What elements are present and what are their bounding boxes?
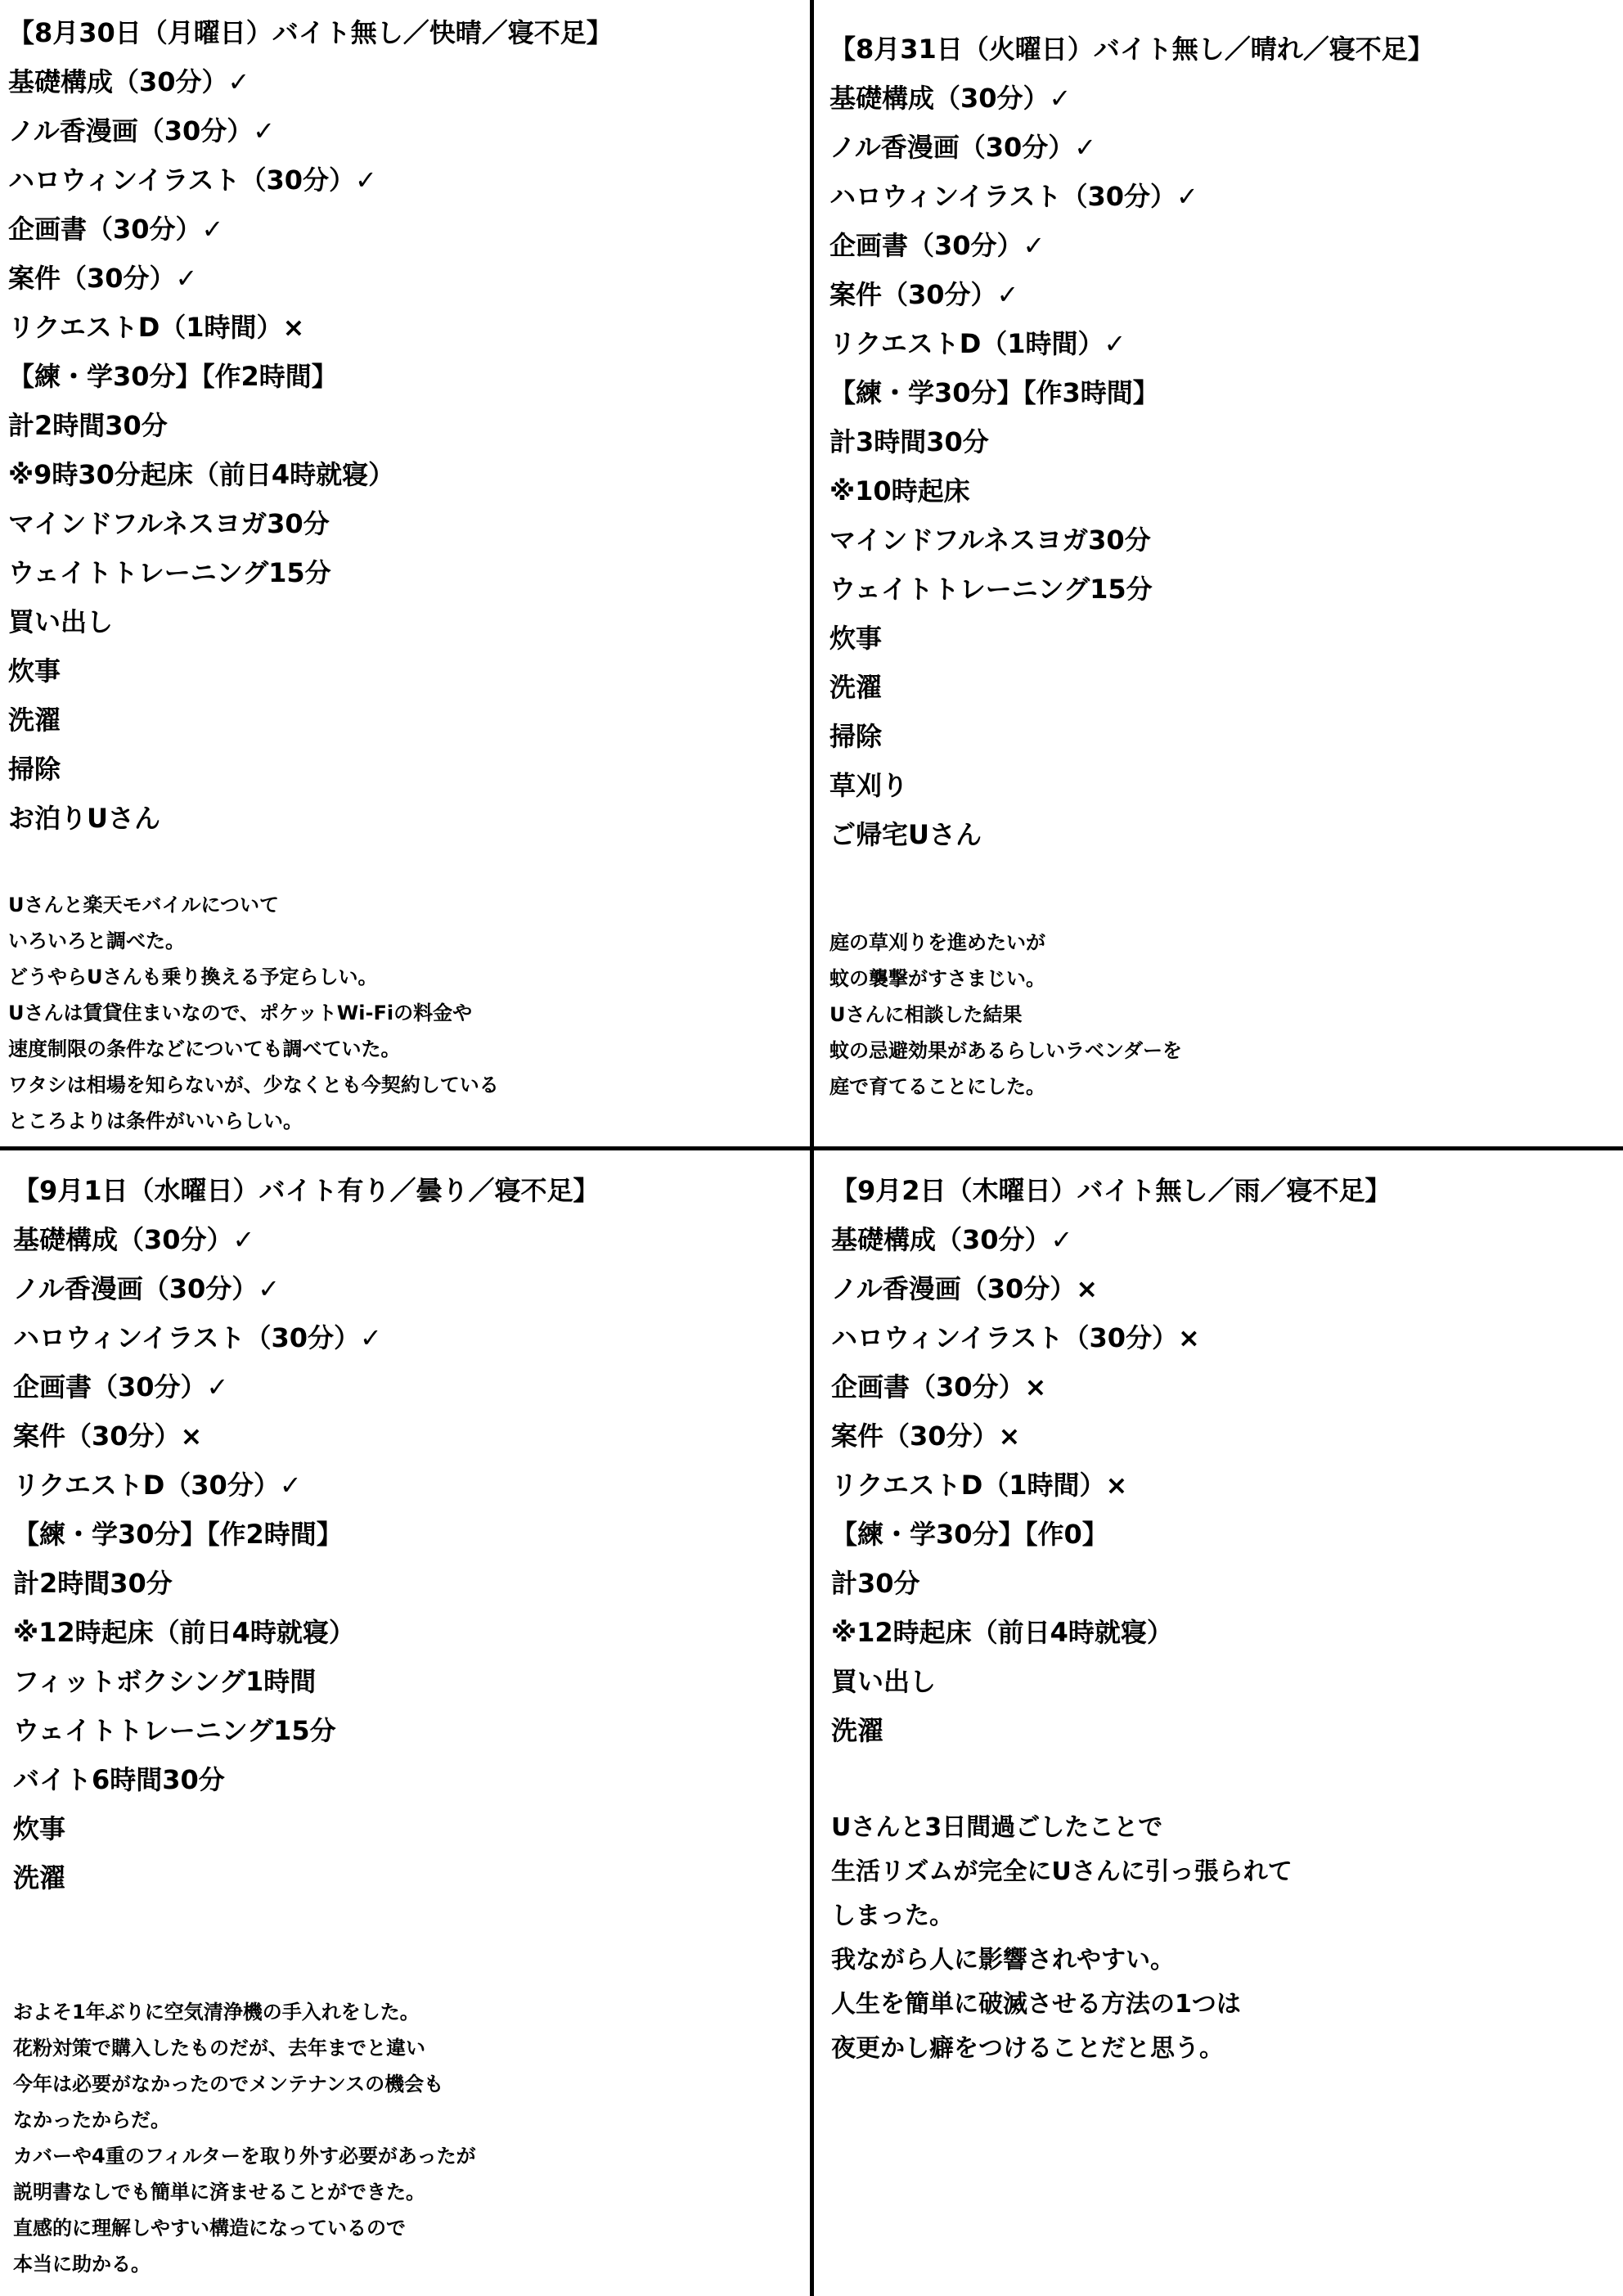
note-line: 蚊の襲撃がすさまじい。 — [829, 967, 1045, 990]
note-line: Uさんに相談した結果 — [829, 1003, 1023, 1026]
checklist-line: ハロウィンイラスト（30分）✓ — [8, 164, 377, 196]
checklist-line: 案件（30分）✓ — [829, 279, 1019, 310]
checklist-line: 基礎構成（30分）✓ — [831, 1224, 1073, 1255]
activity-line: 草刈り — [829, 770, 909, 801]
note-line: 本当に助かる。 — [13, 2253, 151, 2276]
note-line: Uさんは賃貸住まいなので、ポケットWi-Fiの料金や — [8, 1002, 473, 1024]
checklist-line: ハロウィンイラスト（30分）✓ — [829, 181, 1198, 212]
checklist-line: ノル香漫画（30分）✓ — [829, 132, 1097, 163]
activity-line: 掃除 — [8, 754, 61, 785]
checklist-line: 基礎構成（30分）✓ — [8, 66, 250, 97]
diary-entry-aug-30 — [8, 8, 802, 1139]
checklist-line: リクエストD（1時間）× — [831, 1470, 1128, 1501]
note-line: 今年は必要がなかったのでメンテナンスの機会も — [13, 2073, 444, 2096]
summary-line: 【練・学30分】【作2時間】 — [8, 361, 338, 392]
note-line: いろいろと調べた。 — [8, 930, 185, 952]
checklist-line: 企画書（30分）✓ — [13, 1371, 229, 1402]
diary-note — [829, 925, 1615, 1105]
checklist-line: 企画書（30分）✓ — [829, 230, 1045, 261]
checklist-line: 案件（30分）× — [831, 1420, 1021, 1452]
activity-line: ウェイトトレーニング15分 — [829, 574, 1153, 605]
summary-line: 計3時間30分 — [829, 426, 989, 457]
note-line: ワタシは相場を知らないが、少なくとも今契約している — [8, 1074, 499, 1096]
checklist-line: ハロウィンイラスト（30分）✓ — [13, 1322, 382, 1353]
checklist-line: 企画書（30分）✓ — [8, 214, 224, 245]
activity-line: ※12時起床（前日4時就寝） — [13, 1617, 355, 1648]
note-line: 庭で育てることにした。 — [829, 1075, 1045, 1098]
checklist-line: リクエストD（30分）✓ — [13, 1470, 302, 1501]
diary-note — [13, 1994, 802, 2282]
note-line: 庭の草刈りを進めたいが — [829, 931, 1045, 954]
note-line: 説明書なしでも簡単に済ませることができた。 — [13, 2181, 425, 2204]
activity-line: 炊事 — [8, 655, 61, 687]
summary-line: 計2時間30分 — [8, 410, 168, 441]
activity-line: ※10時起床 — [829, 475, 970, 506]
checklist — [829, 25, 1615, 859]
checklist — [831, 1166, 1615, 1755]
entry-heading: 【9月2日（木曜日）バイト無し／雨／寝不足】 — [831, 1175, 1391, 1206]
activity-line: 洗濯 — [831, 1715, 884, 1746]
checklist-line: ノル香漫画（30分）✓ — [8, 115, 276, 146]
diary-note — [831, 1806, 1615, 2071]
activity-line: 炊事 — [13, 1813, 66, 1844]
activity-line: ※9時30分起床（前日4時就寝） — [8, 459, 395, 490]
activity-line: お泊りUさん — [8, 803, 160, 834]
entry-heading: 【8月30日（月曜日）バイト無し／快晴／寝不足】 — [8, 17, 613, 48]
diary-entry-sep-2 — [831, 1166, 1615, 2071]
horizontal-divider — [0, 1146, 1623, 1150]
diary-entry-aug-31 — [829, 25, 1615, 1105]
note-line: 蚊の忌避効果があるらしいラベンダーを — [829, 1039, 1183, 1062]
checklist-line: ハロウィンイラスト（30分）× — [831, 1322, 1200, 1353]
checklist-line: 基礎構成（30分）✓ — [829, 83, 1072, 114]
summary-line: 【練・学30分】【作2時間】 — [13, 1519, 343, 1550]
activity-line: フィットボクシング1時間 — [13, 1666, 317, 1697]
activity-line: 洗濯 — [13, 1862, 66, 1893]
activity-line: 掃除 — [829, 721, 883, 752]
summary-line: 【練・学30分】【作0】 — [831, 1519, 1108, 1550]
entry-heading: 【9月1日（水曜日）バイト有り／曇り／寝不足】 — [13, 1175, 600, 1206]
note-line: 速度制限の条件などについても調べていた。 — [8, 1038, 401, 1060]
diary-entry-sep-1 — [13, 1166, 802, 2282]
summary-line: 【練・学30分】【作3時間】 — [829, 377, 1159, 408]
activity-line: 洗濯 — [829, 672, 883, 703]
note-line: 人生を簡単に破滅させる方法の1つは — [831, 1990, 1241, 2019]
checklist — [8, 8, 802, 843]
activity-line: 洗濯 — [8, 705, 61, 736]
checklist-line: 基礎構成（30分）✓ — [13, 1224, 255, 1255]
activity-line: 買い出し — [8, 606, 114, 637]
checklist-line: 案件（30分）✓ — [8, 263, 198, 294]
activity-line: ご帰宅Uさん — [829, 819, 982, 850]
summary-line: 計2時間30分 — [13, 1568, 173, 1599]
summary-line: 計30分 — [831, 1568, 920, 1599]
checklist-line: 案件（30分）× — [13, 1420, 203, 1452]
note-line: 我ながら人に影響されやすい。 — [831, 1946, 1175, 1974]
note-line: カバーや4重のフィルターを取り外す必要があったが — [13, 2145, 476, 2168]
activity-line: ※12時起床（前日4時就寝） — [831, 1617, 1173, 1648]
note-line: ところよりは条件がいいらしい。 — [8, 1110, 303, 1132]
note-line: およそ1年ぶりに空気清浄機の手入れをした。 — [13, 2001, 420, 2024]
activity-line: 炊事 — [829, 623, 883, 654]
note-line: 生活リズムが完全にUさんに引っ張られて — [831, 1857, 1293, 1886]
checklist-line: ノル香漫画（30分）✓ — [13, 1273, 281, 1304]
checklist-line: 企画書（30分）× — [831, 1371, 1047, 1402]
activity-line: 買い出し — [831, 1666, 937, 1697]
note-line: Uさんと3日間過ごしたことで — [831, 1813, 1163, 1842]
checklist-line: リクエストD（1時間）✓ — [829, 328, 1126, 359]
activity-line: マインドフルネスヨガ30分 — [829, 524, 1151, 556]
note-line: 花粉対策で購入したものだが、去年までと違い — [13, 2037, 425, 2060]
note-line: どうやらUさんも乗り換える予定らしい。 — [8, 966, 378, 988]
note-line: 直感的に理解しやすい構造になっているので — [13, 2217, 406, 2240]
entry-heading: 【8月31日（火曜日）バイト無し／晴れ／寝不足】 — [829, 34, 1434, 65]
diary-note — [8, 887, 802, 1139]
activity-line: バイト6時間30分 — [13, 1764, 225, 1795]
note-line: Uさんと楽天モバイルについて — [8, 894, 280, 916]
note-line: なかったからだ。 — [13, 2109, 170, 2132]
activity-line: ウェイトトレーニング15分 — [13, 1715, 336, 1746]
activity-line: マインドフルネスヨガ30分 — [8, 508, 330, 539]
activity-line: ウェイトトレーニング15分 — [8, 557, 331, 588]
checklist-line: リクエストD（1時間）× — [8, 312, 305, 343]
checklist — [13, 1166, 802, 1902]
note-line: しまった。 — [831, 1902, 954, 1930]
checklist-line: ノル香漫画（30分）× — [831, 1273, 1099, 1304]
note-line: 夜更かし癖をつけることだと思う。 — [831, 2034, 1224, 2063]
